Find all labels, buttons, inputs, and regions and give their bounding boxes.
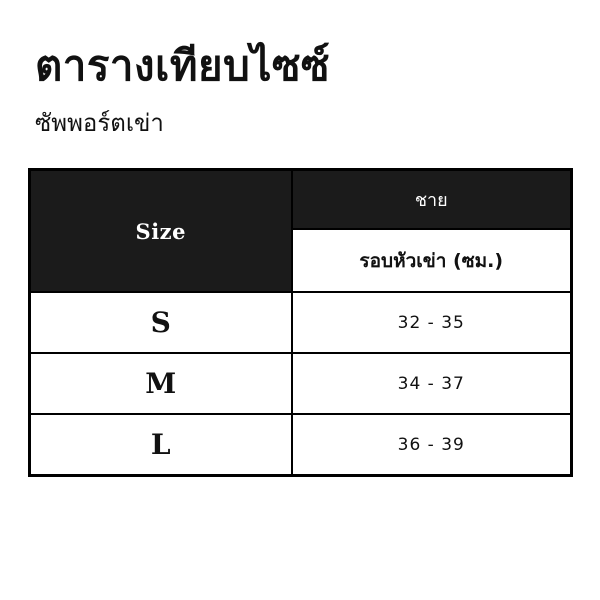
gender-group-header: ชาย bbox=[292, 170, 572, 230]
table-row bbox=[30, 414, 572, 476]
page-subtitle: ซัพพอร์ตเข่า bbox=[35, 109, 164, 137]
table-row bbox=[30, 353, 572, 414]
measure-column-header: รอบหัวเข่า (ซม.) bbox=[292, 229, 572, 292]
size-cell-l: L bbox=[30, 414, 292, 476]
table-header-row-top bbox=[30, 170, 572, 230]
range-cell-m: 34 - 37 bbox=[292, 353, 572, 414]
size-column-header: Size bbox=[30, 170, 292, 293]
table-row bbox=[30, 292, 572, 353]
page-title: ตารางเทียบไซซ์ bbox=[35, 41, 330, 90]
size-cell-s: S bbox=[30, 292, 292, 353]
range-cell-l: 36 - 39 bbox=[292, 414, 572, 476]
size-cell-m: M bbox=[30, 353, 292, 414]
range-cell-s: 32 - 35 bbox=[292, 292, 572, 353]
size-comparison-table bbox=[28, 168, 573, 477]
